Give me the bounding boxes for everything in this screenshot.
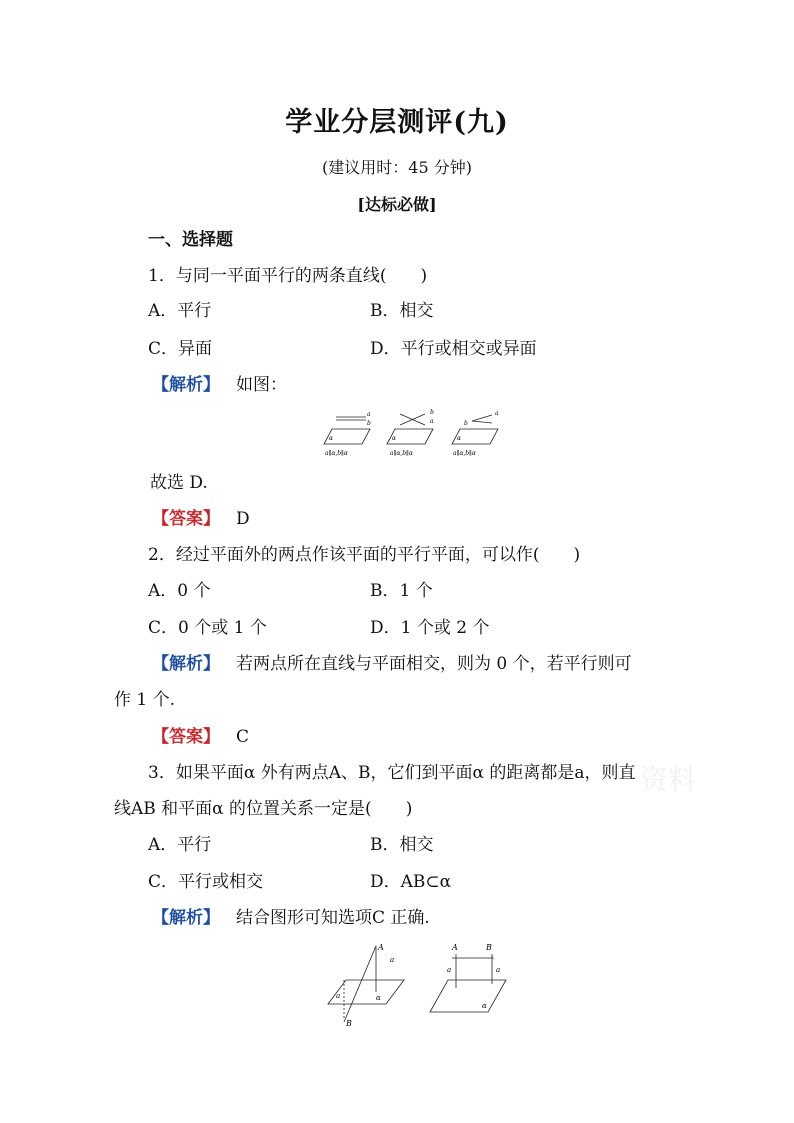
q3-fig-label-A: A [378, 943, 384, 952]
q2-answer-value: C [236, 727, 250, 747]
q1-fig-panel-2 [387, 409, 434, 457]
q2-analysis-text-1: 若两点所在直线与平面相交，则为 0 个，若平行则可 [236, 654, 632, 674]
svg-text:α: α [482, 1002, 487, 1010]
section-tag: [达标必做] [357, 195, 437, 214]
q2-stem: 2．经过平面外的两点作该平面的平行平面，可以作( ) [148, 545, 581, 565]
q1-analysis-text: 如图： [236, 375, 287, 395]
svg-text:a: a [336, 992, 341, 1000]
q2-analysis: 【解析】 若两点所在直线与平面相交，则为 0 个，若平行则可 [152, 654, 632, 674]
q3-fig-label-B: B [346, 1019, 352, 1028]
q3-analysis-text: 结合图形可知选项C 正确. [236, 908, 430, 928]
q3-option-d: D．AB⊂α [370, 872, 452, 892]
svg-text:a: a [430, 418, 434, 425]
q2-option-b: B．1 个 [370, 581, 433, 601]
time-hint: (建议用时：45 分钟) [322, 158, 472, 177]
q1-fig-panel-3 [452, 410, 499, 457]
q1-fig-label-a: a [367, 411, 371, 418]
q3-fig-left [328, 943, 404, 1028]
svg-text:b: b [430, 409, 434, 416]
q2-option-c: C．0 个或 1 个 [148, 618, 267, 638]
answer-label: 【答案】 [152, 509, 220, 529]
q3-stem-1: 3．如果平面α 外有两点A、B，它们到平面α 的距离都是a，则直 [148, 763, 636, 783]
q2-analysis-text-2: 作 1 个. [114, 690, 176, 710]
q3-stem-2: 线AB 和平面α 的位置关系一定是( ) [114, 799, 413, 819]
svg-text:a: a [447, 966, 452, 974]
q1-fig-caption-1: a∥α,b∥α [325, 450, 348, 457]
svg-text:B: B [486, 943, 492, 952]
q3-option-c: C．平行或相交 [148, 872, 264, 892]
q1-option-c: C．异面 [148, 339, 213, 359]
q2-answer: 【答案】 C [152, 727, 250, 747]
analysis-label: 【解析】 [152, 375, 220, 395]
q1-conclusion: 故选 D. [150, 473, 208, 493]
svg-text:a: a [390, 956, 395, 964]
svg-text:b: b [464, 420, 468, 427]
q3-option-b: B．相交 [370, 835, 434, 855]
q1-answer-value: D [236, 509, 250, 529]
svg-text:a: a [495, 410, 499, 417]
svg-text:α: α [457, 435, 462, 442]
part-heading: 一、选择题 [148, 230, 233, 250]
q1-fig-caption-2: a∥α,b∥α [390, 450, 413, 457]
q2-option-a: A．0 个 [148, 581, 211, 601]
q1-option-b: B．相交 [370, 301, 434, 321]
watermark: 资料 [640, 763, 697, 796]
q1-option-d: D．平行或相交或异面 [370, 339, 537, 359]
q1-figure [320, 405, 510, 460]
q3-analysis: 【解析】 结合图形可知选项C 正确. [152, 908, 430, 928]
q3-fig-right [430, 943, 506, 1012]
q1-analysis [152, 374, 287, 396]
svg-text:a: a [496, 966, 501, 974]
page-title: 学业分层测评(九) [285, 107, 509, 138]
q3-figure [320, 940, 510, 1030]
q1-answer [152, 508, 250, 530]
q2-option-d: D．1 个或 2 个 [370, 618, 490, 638]
svg-text:α: α [376, 994, 381, 1002]
q3-option-a: A．平行 [148, 835, 212, 855]
q1-option-a: A．平行 [148, 301, 212, 321]
svg-text:A: A [452, 943, 458, 952]
svg-text:α: α [392, 435, 397, 442]
q1-fig-caption-3: a∥α,b∥α [453, 450, 476, 457]
q1-fig-label-alpha: α [329, 435, 334, 442]
q1-fig-panel-1 [324, 411, 371, 457]
q1-fig-label-b: b [367, 420, 371, 427]
q1-stem: 1．与同一平面平行的两条直线( ) [148, 266, 428, 286]
